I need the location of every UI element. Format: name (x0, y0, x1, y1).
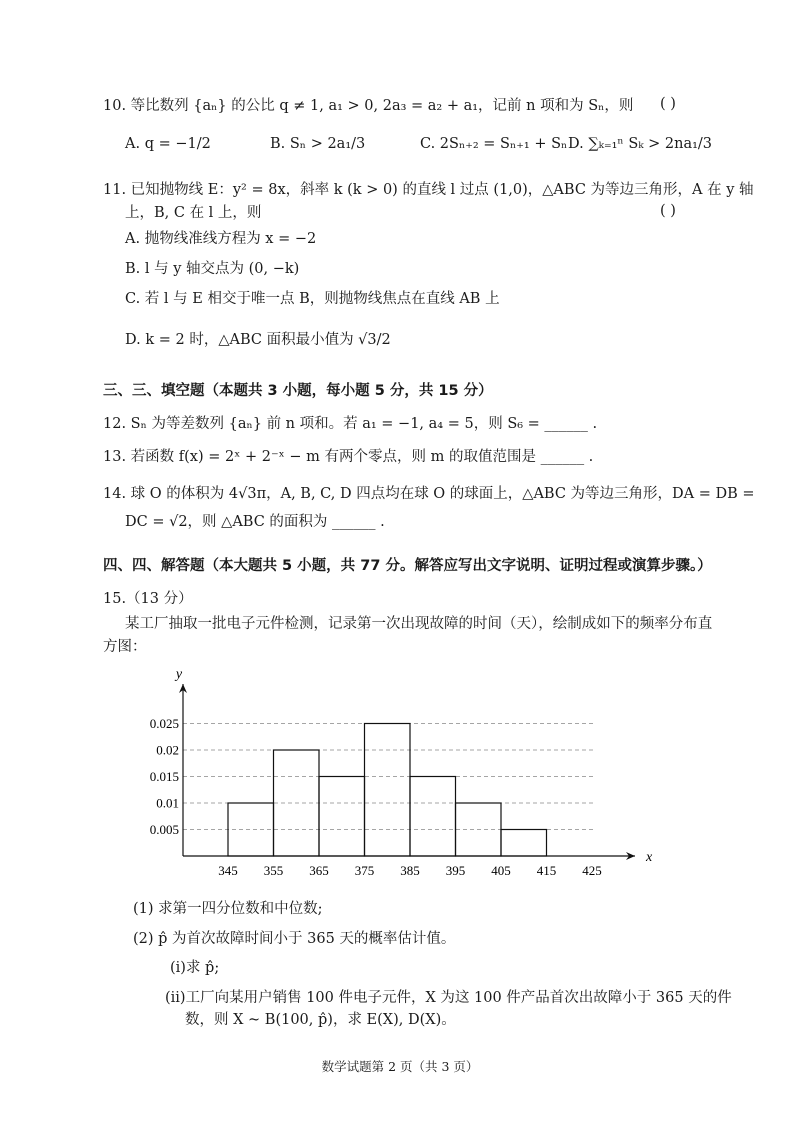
q15-sub1: (1) 求第一四分位数和中位数; (133, 901, 323, 917)
q14-line1: 14. 球 O 的体积为 4√3π，A, B, C, D 四点均在球 O 的球面上，△ABC 为等边三角形，DA = DB = (103, 486, 755, 502)
x-tick-label: 345 (218, 863, 238, 878)
x-tick-label: 365 (309, 863, 329, 878)
y-tick-label: 0.02 (156, 742, 179, 758)
x-tick-label: 415 (536, 863, 557, 878)
y-axis-label: y (175, 667, 183, 682)
y-tick-label: 0.015 (149, 769, 179, 784)
histogram-bar (365, 724, 411, 857)
section-answer-heading: 四、四、解答题（本大题共 5 小题，共 77 分。解答应写出文字说明、证明过程或演算步骤。） (103, 558, 712, 574)
x-tick-label: 405 (491, 863, 511, 878)
x-tick-label: 385 (400, 863, 420, 878)
x-tick-label: 395 (445, 863, 466, 878)
q10-answer-paren: ( ) (660, 96, 676, 112)
q15-sub2-ii-line1: (ii)工厂向某用户销售 100 件电子元件，X 为这 100 件产品首次出故障小于 365 天的件 (165, 990, 732, 1006)
q10-option-c: C. 2Sₙ₊₂ = Sₙ₊₁ + Sₙ (420, 136, 568, 152)
q10-option-b: B. Sₙ > 2a₁/3 (270, 136, 366, 152)
q11-option-d: D. k = 2 时，△ABC 面积最小值为 √3/2 (125, 332, 391, 348)
frequency-histogram (120, 660, 660, 880)
q11-stem-line1: 11. 已知抛物线 E：y² = 8x，斜率 k (k > 0) 的直线 l 过点 (1,0)，△ABC 为等边三角形，A 在 y 轴 (103, 182, 754, 198)
q15-intro-line2: 方图： (103, 639, 147, 655)
q10-option-a: A. q = −1/2 (125, 136, 211, 152)
q11-option-b: B. l 与 y 轴交点为 (0, −k) (125, 261, 300, 277)
q10-stem: 10. 等比数列 {aₙ} 的公比 q ≠ 1, a₁ > 0, 2a₃ = a₂ + a₁，记前 n 项和为 Sₙ，则 (103, 98, 634, 114)
histogram-bar (319, 777, 365, 857)
q11-answer-paren: ( ) (660, 203, 676, 219)
q10-option-d: D. ∑ₖ₌₁ⁿ Sₖ > 2na₁/3 (568, 136, 713, 152)
section-fill-in-heading: 三、三、填空题（本题共 3 小题，每小题 5 分，共 15 分） (103, 383, 493, 399)
q15-sub2-ii-line2: 数，则 X ~ B(100, p̂)，求 E(X), D(X)。 (185, 1012, 456, 1028)
q13: 13. 若函数 f(x) = 2ˣ + 2⁻ˣ − m 有两个零点，则 m 的取值范围是 ______ . (103, 449, 594, 465)
x-tick-label: 425 (582, 863, 602, 878)
q15-intro-line1: 某工厂抽取一批电子元件检测，记录第一次出现故障的时间（天），绘制成如下的频率分布直 (125, 616, 713, 632)
x-tick-label: 375 (354, 863, 375, 878)
q15-sub2-i: (i)求 p̂; (170, 960, 220, 976)
q14-line2: DC = √2，则 △ABC 的面积为 ______ . (125, 514, 385, 530)
histogram-bar (410, 777, 456, 857)
x-tick-label: 355 (263, 863, 284, 878)
y-tick-label: 0.005 (149, 822, 179, 837)
y-tick-label: 0.01 (156, 795, 179, 811)
q15-heading: 15.（13 分） (103, 591, 193, 607)
y-tick-label: 0.025 (149, 716, 179, 731)
q11-option-c: C. 若 l 与 E 相交于唯一点 B，则抛物线焦点在直线 AB 上 (125, 291, 500, 307)
q12: 12. Sₙ 为等差数列 {aₙ} 前 n 项和。若 a₁ = −1, a₄ = 5，则 S₆ = ______ . (103, 416, 598, 432)
histogram-bar (501, 830, 547, 857)
q15-sub2: (2) p̂ 为首次故障时间小于 365 天的概率估计值。 (133, 931, 456, 947)
q11-option-a: A. 抛物线准线方程为 x = −2 (125, 231, 317, 247)
q11-stem-line2: 上，B, C 在 l 上，则 (125, 205, 262, 221)
page-footer: 数学试题第 2 页（共 3 页） (321, 1059, 479, 1074)
x-axis-label: x (646, 850, 653, 865)
